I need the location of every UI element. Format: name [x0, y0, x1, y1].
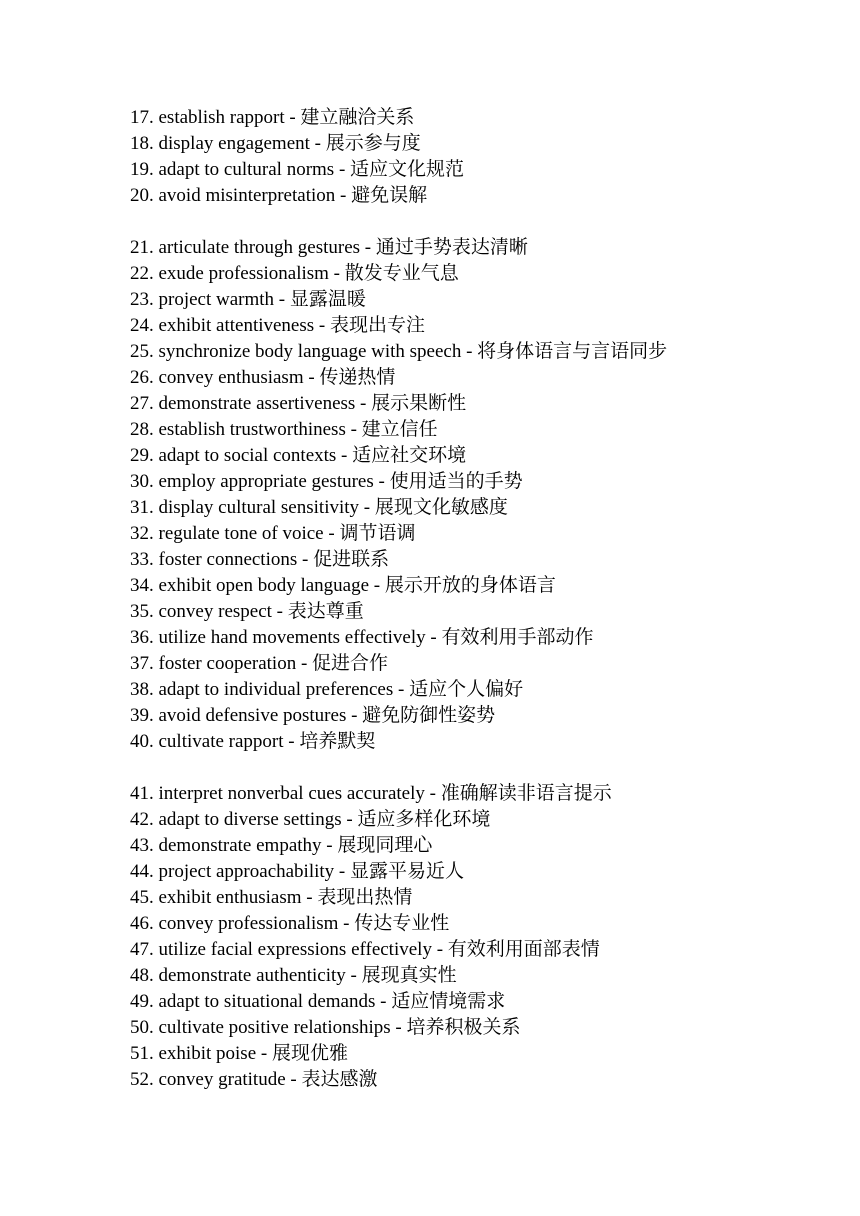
list-item: 28. establish trustworthiness - 建立信任 — [130, 419, 438, 440]
list-item: 20. avoid misinterpretation - 避免误解 — [130, 185, 428, 206]
list-item: 41. interpret nonverbal cues accurately - 准确解读非语言提示 — [130, 783, 612, 804]
list-item: 19. adapt to cultural norms - 适应文化规范 — [130, 159, 465, 180]
list-item: 27. demonstrate assertiveness - 展示果断性 — [130, 393, 467, 414]
list-item: 18. display engagement - 展示参与度 — [130, 133, 421, 154]
list-item: 43. demonstrate empathy - 展现同理心 — [130, 835, 433, 856]
list-item: 38. adapt to individual preferences - 适应个人偏好 — [130, 679, 524, 700]
list-item: 36. utilize hand movements effectively - 有效利用手部动作 — [130, 627, 594, 648]
list-item: 31. display cultural sensitivity - 展现文化敏感度 — [130, 497, 508, 518]
list-item: 52. convey gratitude - 表达感激 — [130, 1069, 378, 1090]
list-item: 26. convey enthusiasm - 传递热情 — [130, 367, 396, 388]
phrase-list-section-3 — [130, 781, 830, 1093]
list-item: 24. exhibit attentiveness - 表现出专注 — [130, 315, 425, 336]
list-item: 29. adapt to social contexts - 适应社交环境 — [130, 445, 467, 466]
list-item: 25. synchronize body language with speech - 将身体语言与言语同步 — [130, 341, 668, 362]
phrase-list-section-1 — [130, 105, 830, 209]
list-item: 48. demonstrate authenticity - 展现真实性 — [130, 965, 457, 986]
list-item: 42. adapt to diverse settings - 适应多样化环境 — [130, 809, 491, 830]
list-item: 33. foster connections - 促进联系 — [130, 549, 390, 570]
list-item: 21. articulate through gestures - 通过手势表达清晰 — [130, 237, 528, 258]
list-item: 51. exhibit poise - 展现优雅 — [130, 1043, 348, 1064]
list-item: 50. cultivate positive relationships - 培养积极关系 — [130, 1017, 521, 1038]
phrase-list-section-2 — [130, 235, 830, 755]
list-item: 35. convey respect - 表达尊重 — [130, 601, 364, 622]
document-content — [130, 105, 830, 1119]
list-item: 44. project approachability - 显露平易近人 — [130, 861, 465, 882]
list-item: 40. cultivate rapport - 培养默契 — [130, 731, 376, 752]
list-item: 47. utilize facial expressions effectively - 有效利用面部表情 — [130, 939, 600, 960]
list-item: 34. exhibit open body language - 展示开放的身体语言 — [130, 575, 556, 596]
list-item: 37. foster cooperation - 促进合作 — [130, 653, 389, 674]
list-item: 22. exude professionalism - 散发专业气息 — [130, 263, 459, 284]
list-item: 49. adapt to situational demands - 适应情境需求 — [130, 991, 506, 1012]
list-item: 17. establish rapport - 建立融洽关系 — [130, 107, 415, 128]
list-item: 23. project warmth - 显露温暖 — [130, 289, 366, 310]
list-item: 46. convey professionalism - 传达专业性 — [130, 913, 450, 934]
list-item: 45. exhibit enthusiasm - 表现出热情 — [130, 887, 413, 908]
list-item: 32. regulate tone of voice - 调节语调 — [130, 523, 416, 544]
list-item: 39. avoid defensive postures - 避免防御性姿势 — [130, 705, 496, 726]
list-item: 30. employ appropriate gestures - 使用适当的手势 — [130, 471, 523, 492]
